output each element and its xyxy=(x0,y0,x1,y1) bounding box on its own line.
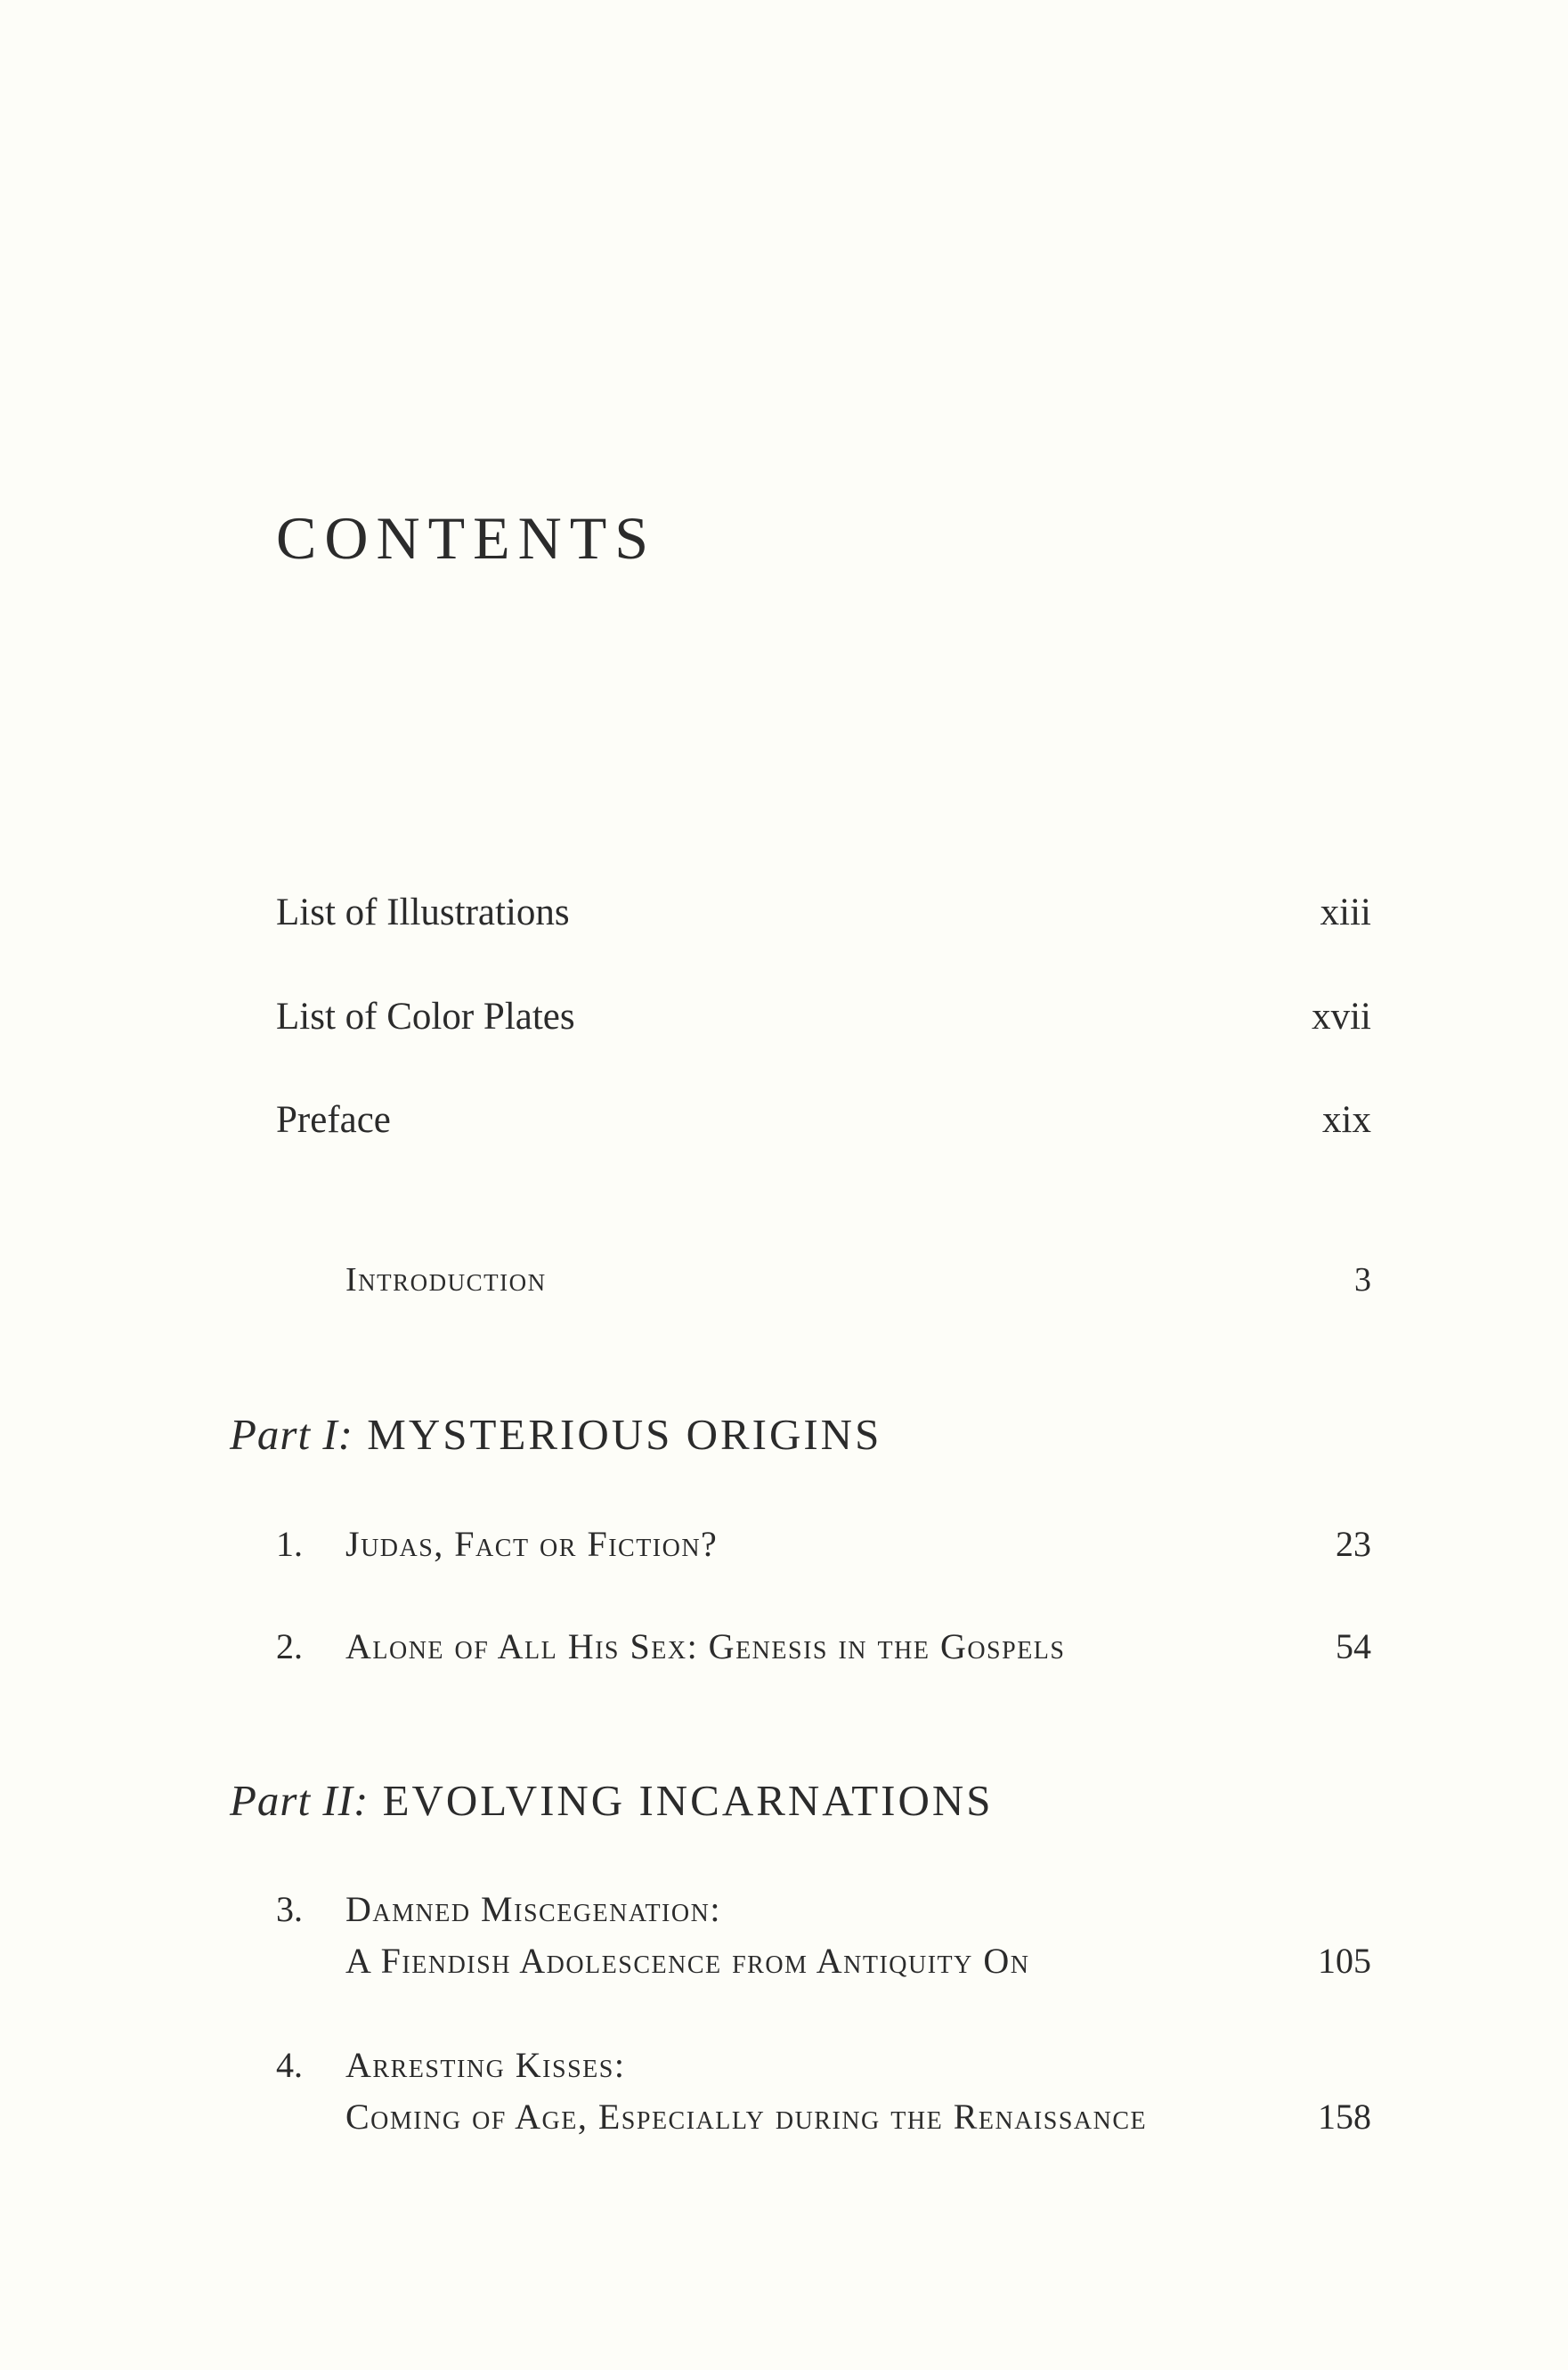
chapter-page: 54 xyxy=(1336,1626,1371,1666)
chapter-number: 1. xyxy=(276,1524,303,1564)
toc-entry-page: xix xyxy=(1322,1099,1371,1141)
chapter-title: Alone of All His Sex: Genesis in the Gospels xyxy=(345,1626,1066,1666)
chapter-number: 3. xyxy=(276,1889,303,1929)
chapter-title-line-2: A Fiendish Adolescence from Antiquity On xyxy=(345,1941,1030,1981)
chapter-title-line-1: Damned Miscegenation: xyxy=(345,1889,721,1929)
chapter-number: 2. xyxy=(276,1626,303,1666)
toc-entry-label: List of Color Plates xyxy=(276,996,575,1038)
part-title: EVOLVING INCARNATIONS xyxy=(382,1776,994,1825)
part-label: Part II: xyxy=(230,1776,370,1825)
toc-entry-label: List of Illustrations xyxy=(276,892,570,933)
toc-entry-label: Preface xyxy=(276,1099,391,1141)
chapter-page: 105 xyxy=(1318,1941,1371,1981)
part-heading-2 xyxy=(230,1775,994,1826)
toc-entry-page: 3 xyxy=(1354,1261,1371,1299)
chapter-title: Judas, Fact or Fiction? xyxy=(345,1524,719,1564)
chapter-page: 158 xyxy=(1318,2097,1371,2137)
chapter-title-line-1: Arresting Kisses: xyxy=(345,2045,626,2085)
toc-entry-label: Introduction xyxy=(345,1261,547,1299)
part-heading-1 xyxy=(230,1409,881,1460)
chapter-number: 4. xyxy=(276,2045,303,2085)
chapter-title-line-2: Coming of Age, Especially during the Renaissance xyxy=(345,2097,1148,2137)
part-label: Part I: xyxy=(230,1410,353,1459)
chapter-page: 23 xyxy=(1336,1524,1371,1564)
toc-entry-page: xvii xyxy=(1312,996,1371,1038)
part-title: MYSTERIOUS ORIGINS xyxy=(367,1410,882,1459)
toc-entry-page: xiii xyxy=(1320,892,1371,933)
page-title: CONTENTS xyxy=(276,504,657,572)
